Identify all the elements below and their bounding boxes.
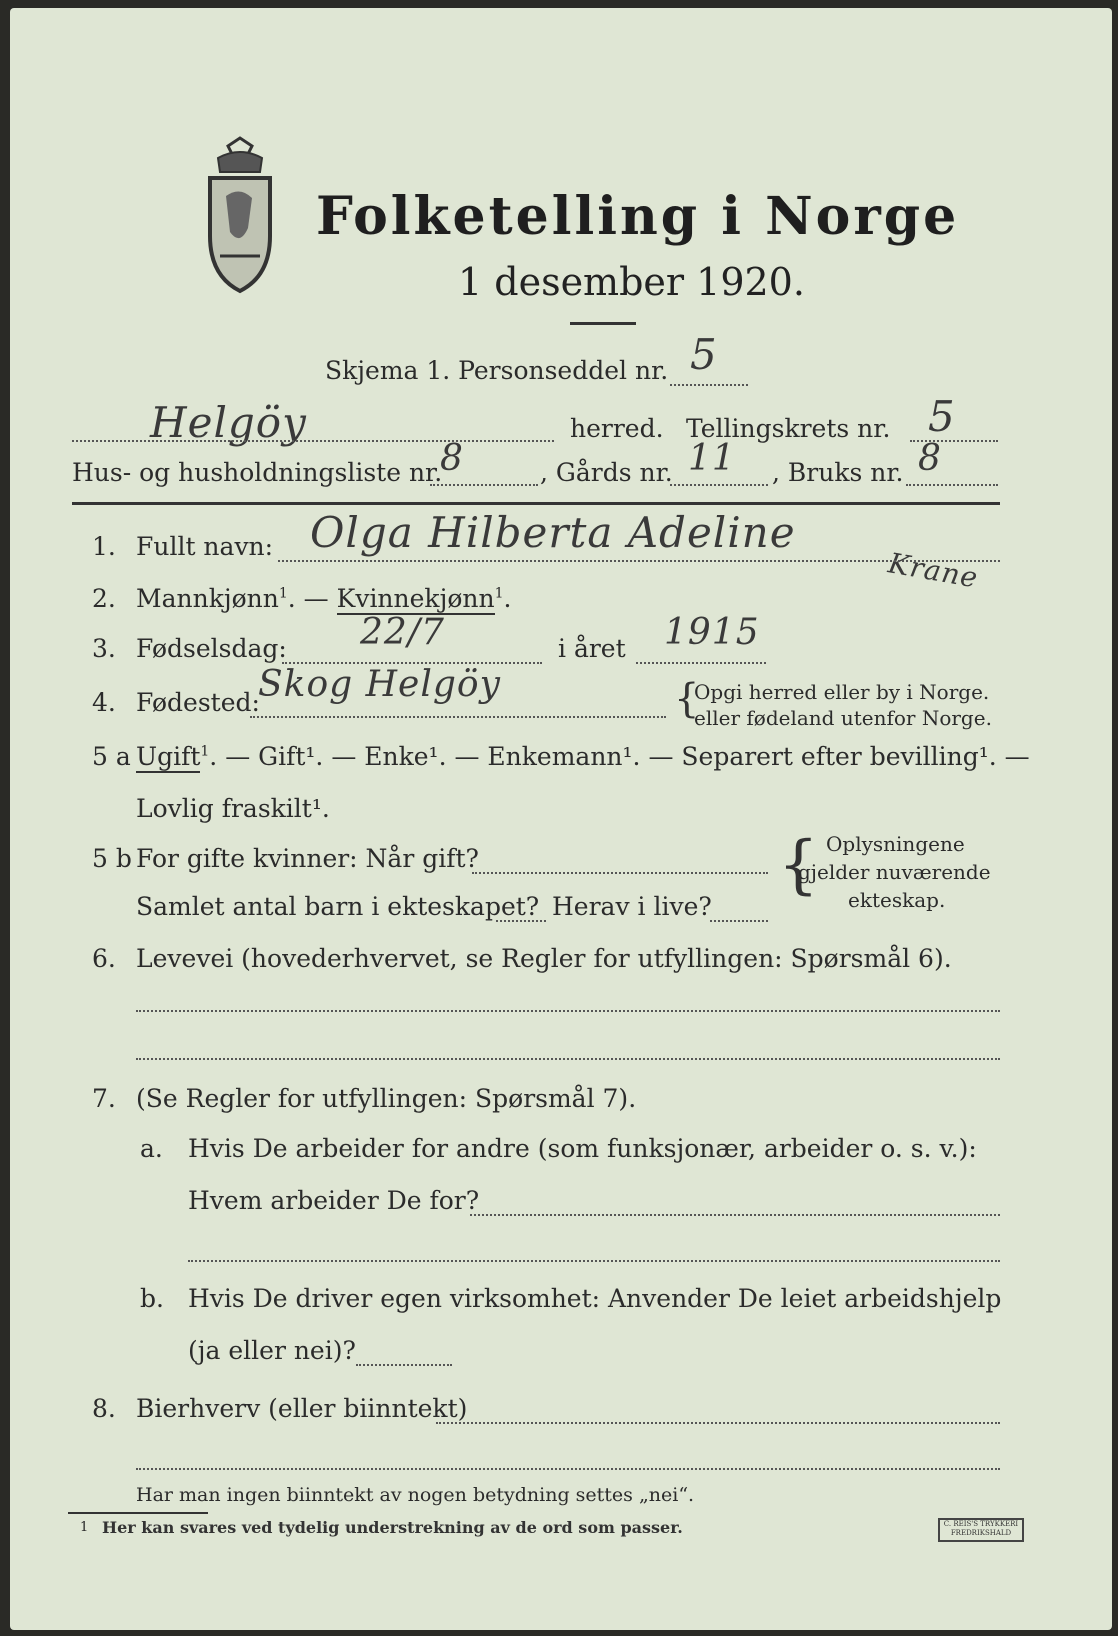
q7a-field-line1[interactable] xyxy=(470,1214,1000,1216)
q4-birthplace-value[interactable]: Skog Helgöy xyxy=(258,664,501,705)
q5b-married-field-line xyxy=(472,872,768,874)
biinntekt-note: Har man ingen biinntekt av nogen betydning settes „nei“. xyxy=(136,1484,695,1506)
herred-label: herred. xyxy=(570,414,664,443)
q2-separator: . — xyxy=(287,584,329,613)
gards-field-line xyxy=(670,484,768,486)
q6-number: 6. xyxy=(92,944,116,973)
q4-note-line2: eller fødeland utenfor Norge. xyxy=(694,706,992,730)
footnote-mark: 1 xyxy=(80,1520,89,1535)
q4-brace: { xyxy=(674,676,700,722)
q1-number: 1. xyxy=(92,532,116,561)
form-date: 1 desember 1920. xyxy=(458,260,805,304)
q5b-note-line2: gjelder nuværende xyxy=(798,860,991,884)
q8-field-line1[interactable] xyxy=(436,1422,1000,1424)
q5b-note-line3: ekteskap. xyxy=(848,888,946,912)
bruks-value[interactable]: 8 xyxy=(918,438,942,479)
form-title: Folketelling i Norge xyxy=(316,186,960,247)
q5b-alive-field-line xyxy=(710,920,768,922)
q4-number: 4. xyxy=(92,688,116,717)
q5b-children-field-line xyxy=(496,920,546,922)
q5a-number: 5 a xyxy=(92,742,131,771)
q7-number: 7. xyxy=(92,1084,116,1113)
skjema-value[interactable]: 5 xyxy=(690,330,718,379)
bruks-label: , Bruks nr. xyxy=(772,458,904,487)
skjema-label: Skjema 1. Personseddel nr. xyxy=(325,356,669,385)
q3-year-field-line xyxy=(636,662,766,664)
q3-birthdate-value[interactable]: 22/7 xyxy=(360,612,445,653)
stamp-line2: FREDRIKSHALD xyxy=(950,1529,1012,1537)
q7b-line1: Hvis De driver egen virksomhet: Anvender De leiet arbeidshjelp xyxy=(188,1284,1002,1313)
q2-options: Mannkjønn$^1$. — Kvinnekjønn$^1$. xyxy=(136,584,512,613)
footnote-rule xyxy=(68,1512,208,1514)
q2-female-option[interactable]: Kvinnekjønn xyxy=(336,584,495,613)
krets-label: Tellingskrets nr. xyxy=(686,414,891,443)
printer-stamp xyxy=(938,1518,1024,1542)
q6-field-line1[interactable] xyxy=(136,1010,1000,1012)
gards-label: , Gårds nr. xyxy=(540,458,673,487)
q7b-line2: (ja eller nei)? xyxy=(188,1336,356,1365)
q8-number: 8. xyxy=(92,1394,116,1423)
q3-label: Fødselsdag: xyxy=(136,634,287,663)
title-divider xyxy=(570,322,636,325)
krets-value[interactable]: 5 xyxy=(928,392,956,441)
q6-field-line2[interactable] xyxy=(136,1058,1000,1060)
q7a-line1: Hvis De arbeider for andre (som funksjonær, arbeider o. s. v.): xyxy=(188,1134,977,1163)
q5b-line1: For gifte kvinner: Når gift? xyxy=(136,844,479,873)
coat-of-arms-icon xyxy=(190,136,290,296)
q4-note-line1: Opgi herred eller by i Norge. xyxy=(694,680,990,704)
herred-value[interactable]: Helgöy xyxy=(150,398,307,447)
stamp-line1: C. REIS'S TRYKKERI xyxy=(943,1520,1019,1528)
q5b-children-label: Samlet antal barn i ekteskapet? xyxy=(136,892,540,921)
header-rule xyxy=(72,502,1000,505)
q5b-alive-label: Herav i live? xyxy=(552,892,712,921)
gards-value[interactable]: 11 xyxy=(688,438,736,479)
q7-label: (Se Regler for utfyllingen: Spørsmål 7). xyxy=(136,1084,637,1113)
q4-label: Fødested: xyxy=(136,688,260,717)
q5a-ugift-option[interactable]: Ugift xyxy=(136,742,201,771)
q1-field-line xyxy=(278,560,1000,562)
herred-field-line xyxy=(72,440,554,442)
q2-male-option[interactable]: Mannkjønn xyxy=(136,584,279,613)
q5a-options: Ugift$^1$. — Gift¹. — Enke¹. — Enkemann¹. — Separert efter bevilling¹. — xyxy=(136,742,1030,771)
q3-year-label: i året xyxy=(558,634,626,663)
hus-value[interactable]: 8 xyxy=(440,438,464,479)
q7a-field-line2[interactable] xyxy=(188,1260,1000,1262)
hus-field-line xyxy=(430,484,538,486)
q7a-number: a. xyxy=(140,1134,163,1163)
skjema-field-line xyxy=(670,384,748,386)
footnote-text: Her kan svares ved tydelig understrekning av de ord som passer. xyxy=(102,1518,683,1537)
census-form-sheet xyxy=(10,8,1112,1630)
q5b-number: 5 b xyxy=(92,844,132,873)
q2-number: 2. xyxy=(92,584,116,613)
q8-label: Bierhverv (eller biinntekt) xyxy=(136,1394,468,1423)
q7b-number: b. xyxy=(140,1284,164,1313)
q4-field-line xyxy=(250,716,666,718)
q7b-field-line[interactable] xyxy=(356,1364,452,1366)
q5a-other-options[interactable]: . — Gift¹. — Enke¹. — Enkemann¹. — Separert efter bevilling¹. — xyxy=(209,742,1030,771)
q1-name-value-continued[interactable]: Krane xyxy=(885,546,981,595)
q5b-note-line1: Oplysningene xyxy=(826,832,965,856)
bruks-field-line xyxy=(906,484,998,486)
q8-field-line2[interactable] xyxy=(136,1468,1000,1470)
q3-number: 3. xyxy=(92,634,116,663)
q1-label: Fullt navn: xyxy=(136,532,274,561)
q5a-line2[interactable]: Lovlig fraskilt¹. xyxy=(136,794,330,823)
q5b-brace: { xyxy=(778,828,819,902)
q7a-line2: Hvem arbeider De for? xyxy=(188,1186,480,1215)
q2-end: . xyxy=(503,584,512,613)
q3-year-value[interactable]: 1915 xyxy=(664,612,760,653)
hus-label: Hus- og husholdningsliste nr. xyxy=(72,458,443,487)
q1-name-value[interactable]: Olga Hilberta Adeline xyxy=(310,508,796,557)
q6-label: Levevei (hovederhvervet, se Regler for utfyllingen: Spørsmål 6). xyxy=(136,944,952,973)
